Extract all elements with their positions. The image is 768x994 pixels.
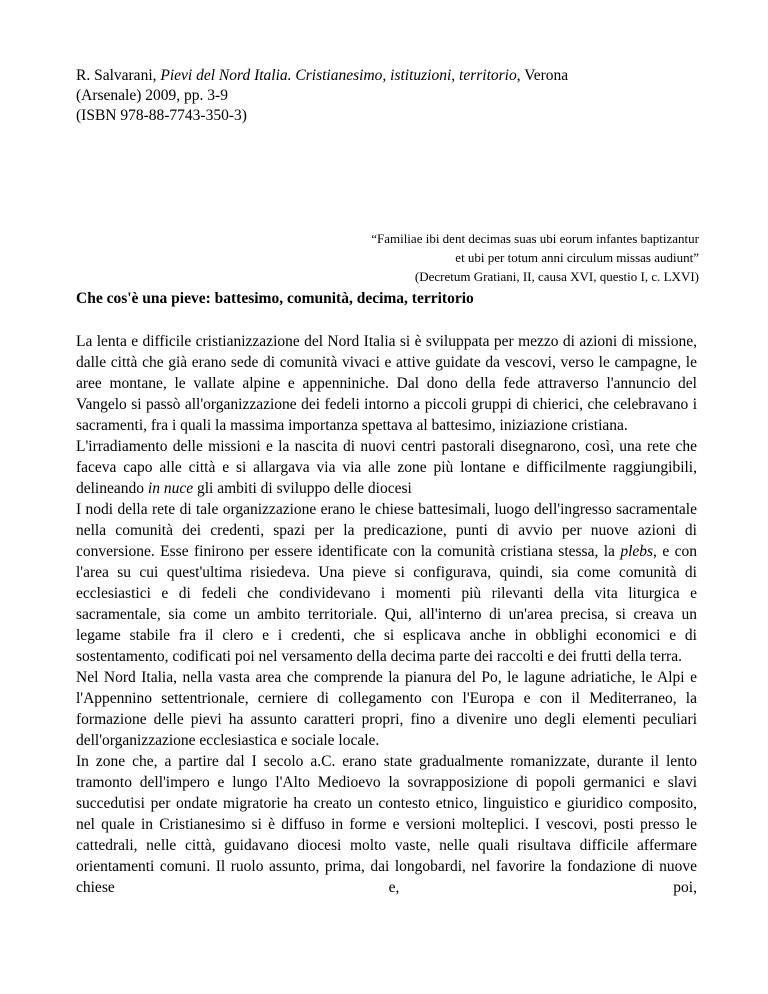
paragraph-5: In zone che, a partire dal I secolo a.C. erano state gradualmente romanizzate, durante il lento tramonto dell'impero e lungo l'Alto Medioevo la sovrapposizione di popoli germanici e slavi succedutisi per ondate migratorie ha creato un contesto etnico, linguistico e giuridico composito, nel quale in Cristianesimo si è diffuso in forme e versioni molteplici. I vescovi, posti presso le cattedrali, nelle città, guidavano diocesi molto vaste, nelle quali risultava difficile affermare orientamenti comuni. Il ruolo assunto, prima, dai longobardi, nel favorire la fondazione di nuove chiese e, poi,: [76, 753, 697, 896]
paragraph-3-italic: plebs: [620, 543, 654, 560]
epigraph-line-2: et ubi per totum anni circulum missas audiunt”: [455, 250, 699, 265]
paragraph-3: [76, 499, 697, 667]
citation-author: R. Salvarani,: [76, 67, 157, 84]
bibliographic-citation: [76, 66, 696, 126]
paragraph-2-text-b: gli ambiti di sviluppo delle diocesi: [193, 480, 412, 497]
citation-title: Pievi del Nord Italia. Cristianesimo, istituzioni, territorio: [160, 67, 517, 84]
citation-isbn: (ISBN 978-88-7743-350-3): [76, 107, 247, 124]
epigraph-source: (Decretum Gratiani, II, causa XVI, questio I, c. LXVI): [414, 269, 699, 284]
epigraph-line-1: “Familiae ibi dent decimas suas ubi eorum infantes baptizantur: [371, 231, 699, 246]
section-heading: Che cos'è una pieve: battesimo, comunità, decima, territorio: [76, 290, 474, 307]
citation-publisher: , Verona: [516, 67, 569, 84]
paragraph-2-text-a: L'irradiamento delle missioni e la nascita di nuovi centri pastorali disegnarono, così, una rete che faceva capo alle città e si allargava via via alle zone più lontane e difficilmente raggiungibili, delineando: [76, 438, 697, 497]
paragraph-3-text-a: I nodi della rete di tale organizzazione erano le chiese battesimali, luogo dell'ingresso sacramentale nella comunità dei credenti, spazi per la predicazione, punti di avvio per nuove azioni di conversione. Esse finirono per essere identificate con la comunità cristiana stessa, la: [76, 501, 697, 560]
paragraph-2-italic: in nuce: [147, 480, 194, 497]
paragraph-2: [76, 436, 697, 499]
paragraph-1: La lenta e difficile cristianizzazione del Nord Italia si è sviluppata per mezzo di azioni di missione, dalle città che già erano sede di comunità vivaci e attive guidate da vescovi, verso le campagne, le aree montane, le vallate alpine e appenniniche. Dal dono della fede attraverso l'annuncio del Vangelo si passò all'organizzazione dei fedeli intorno a piccoli gruppi di chierici, che celebravano i sacramenti, fra i quali la massima importanza spettava al battesimo, iniziazione cristiana.: [76, 333, 697, 434]
epigraph: [179, 229, 699, 286]
paragraph-3-text-b: , e con l'area su cui quest'ultima risiedeva. Una pieve si configurava, quindi, sia come comunità di ecclesiastici e di fedeli che condividevano i momenti più rilevanti della vita liturgica e sacramentale, sia come un ambito territoriale. Qui, all'interno di un'area precisa, si creava un legame stabile fra il clero e i credenti, che si esplicava anche in obblighi economici e di sostentamento, codificati poi nel versamento della decima parte dei raccolti e dei frutti della terra.: [76, 543, 697, 665]
citation-line-2: (Arsenale) 2009, pp. 3-9: [76, 87, 228, 104]
citation-line-1: [76, 66, 696, 86]
paragraph-4: Nel Nord Italia, nella vasta area che comprende la pianura del Po, le lagune adriatiche, le Alpi e l'Appennino settentrionale, cerniere di collegamento con l'Europa e con il Mediterraneo, la formazione delle pievi ha assunto caratteri propri, fino a divenire uno degli elementi peculiari dell'organizzazione ecclesiastica e sociale locale.: [76, 669, 697, 749]
body-text: [76, 331, 697, 898]
